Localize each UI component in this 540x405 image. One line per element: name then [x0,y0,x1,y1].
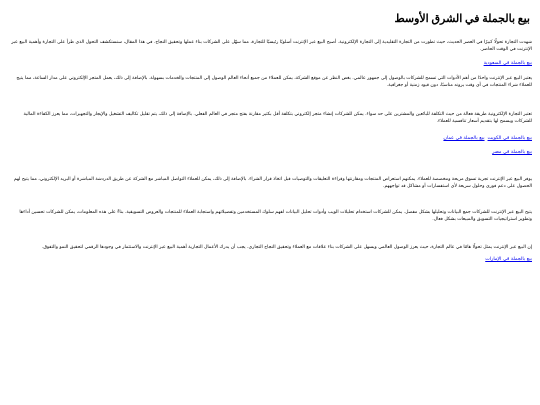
paragraph-cost-effective: تعتبر التجارة الإلكترونية طريقة فعالة من حيث التكلفة للبائعين والمشترين على حد سواء. يمكن للشركات إنشاء متجر إلكتروني بتكلفة أقل بكثير مقارنة بفتح متجر في العالم الفعلي. بالإضافة إلى ذلك، يتم تقليل تكاليف التشغيل والإيجار والتجهيزات، مما يعزز الكفاءة المالية للشركات ويسمح لها بتقديم أسعار تنافسية للعملاء. [23,112,532,124]
paragraph-global-reach: يعتبر البيع عبر الإنترنت واحدًا من أهم الأدوات التي تسمح للشركات بالوصول إلى جمهور عالمي. بغض النظر عن موقع الشركة، يمكن للعملاء من جميع أنحاء العالم الوصول إلى المنتجات والخدمات بسهولة. بالإضافة إلى ذلك، يعمل المتجر الإلكتروني على مدار الساعة، مما يتيح للعملاء شراء المنتجات في أي وقت يرونه مناسبًا، دون قيود زمنية أو جغرافية. [16,76,532,88]
link-oman[interactable]: بيع بالجملة في عمان [443,136,485,141]
page-title: بيع بالجملة في الشرق الأوسط [394,13,530,25]
paragraph-conclusion: إن البيع عبر الإنترنت يمثل تحولًا هامًا في عالم التجارة، حيث يعزز الوصول العالمي ويسهل على الشركات بناء علاقات مع العملاء وتحقيق النجاح التجاري. يجب أن يدرك الأعمال التجارية أهمية البيع عبر الإنترنت والاستثمار في وجودها الرقمي لتحقيق النمو والتفوق. [41,245,532,250]
link-egypt[interactable]: بيع بالجملة في مصر [492,150,532,155]
link-line-1 [8,60,532,67]
link-line-3 [8,149,532,156]
link-saudi-arabia[interactable]: بيع بالجملة في السعودية [483,61,532,66]
link-line-2 [8,135,532,142]
link-kuwait[interactable]: بيع بالجملة في الكويت [487,136,532,141]
link-uae[interactable]: بيع بالجملة في الإمارات [485,257,532,262]
paragraph-data-analysis: يتيح البيع عبر الإنترنت للشركات جمع البيانات وتحليلها بشكل مفصل. يمكن للشركات استخدام تحليلات الويب وأدوات تحليل البيانات لفهم سلوك المستخدمين وتفضيلاتهم واستجابة العملاء للمنتجات والعروض التسويقية. بناءً على هذه المعلومات، يمكن للشركات تحسين أداءها وتطوير استراتيجيات التسويق والمبيعات بشكل فعال. [19,210,532,222]
paragraph-shopping-experience: يوفر البيع عبر الإنترنت تجربة تسوق مريحة ومخصصة للعملاء. يمكنهم استعراض المنتجات ومقارنتها وقراءة التعليقات والتوصيات قبل اتخاذ قرار الشراء. بالإضافة إلى ذلك، يمكن للعملاء التواصل المباشر مع الشركة عن طريق الدردشة المباشرة أو البريد الإلكتروني، مما يتيح لهم الحصول على دعم فوري وحلول سريعة لأي استفسارات أو مشاكل قد تواجههم. [13,177,532,189]
link-line-4 [8,256,532,263]
paragraph-intro: شهدت التجارة تحولًا كبيرًا في العصر الحديث، حيث تطورت من التجارة التقليدية إلى التجارة الإلكترونية. أصبح البيع عبر الإنترنت أسلوبًا رئيسيًا للتجارة، مما سهّل على الشركات بناء عملها وتحقيق النجاح. في هذا المقال، سنستكشف التحول الذي طرأ على التجارة وأهمية البيع عبر الإنترنت في الوقت الحاضر. [11,40,532,52]
